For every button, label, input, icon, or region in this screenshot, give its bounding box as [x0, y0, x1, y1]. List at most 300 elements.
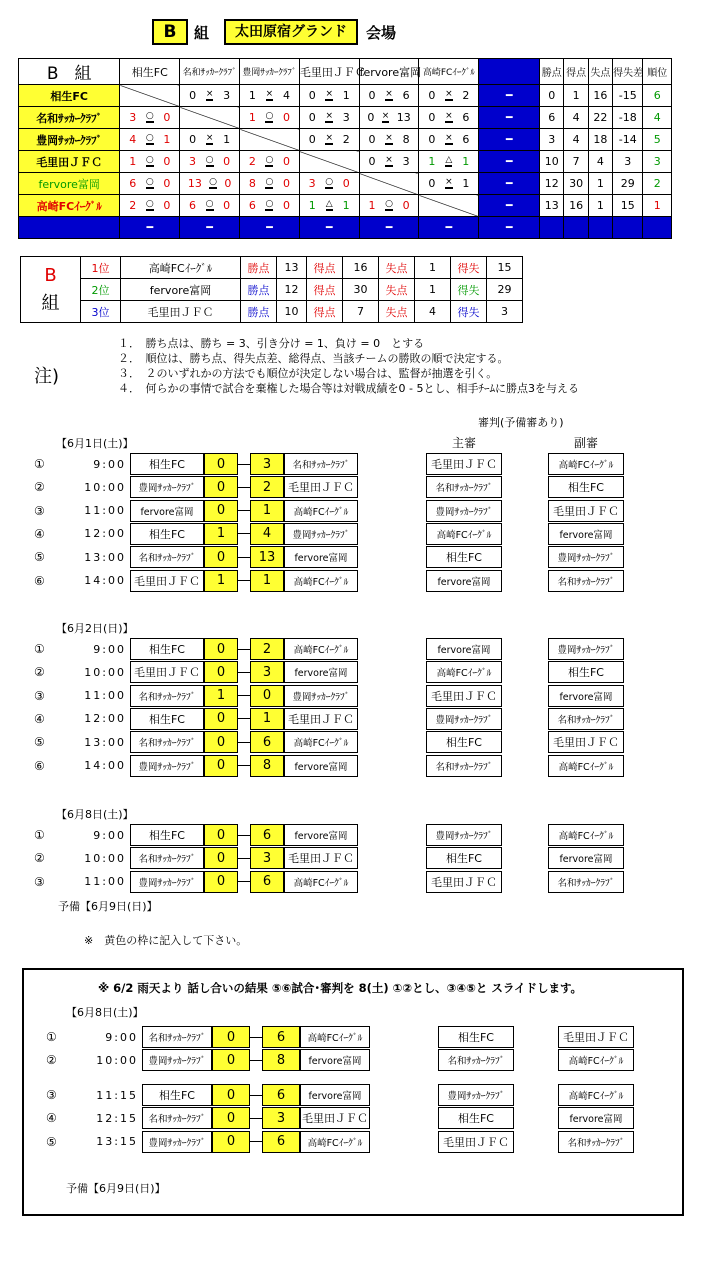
result-cell — [180, 85, 240, 107]
goals-for: 0 — [189, 89, 197, 102]
blue-row-cell: ━ — [359, 217, 419, 239]
blank-mark: ━ — [479, 173, 540, 195]
goals-against: 0 — [163, 177, 171, 190]
home-team: 名和ｻｯｶｰｸﾗﾌﾞ — [130, 685, 204, 707]
day3-date: 【6月8日(土)】 — [56, 808, 134, 821]
blue-row-cell: ━ — [240, 217, 300, 239]
goals-for: 1 — [248, 89, 256, 102]
goals-for: 1 — [368, 199, 376, 212]
result-cell — [299, 85, 359, 107]
sub-referee: fervore富岡 — [548, 685, 624, 707]
goals-for: 4 — [129, 133, 137, 146]
away-team: 高崎FCｲｰｸﾞﾙ — [284, 570, 358, 592]
group-label: B — [152, 19, 188, 45]
home-team: 相生FC — [130, 708, 204, 730]
match-number: ④ — [34, 526, 45, 541]
rank-value: 13 — [277, 257, 307, 279]
main-referee: 毛里田ＪＦＣ — [426, 453, 502, 475]
result-cell — [419, 173, 479, 195]
note-item: ４． 何らかの事情で試合を棄権した場合等は対戦成績を0 - 5とし、相手ﾁｰﾑに勝点3を与える — [118, 382, 579, 395]
fill-note: ※ 黄色の枠に記入して下さい。 — [84, 934, 248, 947]
sub-referee: 名和ｻｯｶｰｸﾗﾌﾞ — [558, 1131, 634, 1153]
goals-for: 0 — [308, 89, 316, 102]
blue-row-cell — [564, 217, 588, 239]
main-referee: 名和ｻｯｶｰｸﾗﾌﾞ — [426, 476, 502, 498]
goals-for: 0 — [368, 133, 376, 146]
goals-against: 0 — [282, 111, 290, 124]
notice-date: 【6月8日(土)】 — [66, 1006, 144, 1019]
away-team: 高崎FCｲｰｸﾞﾙ — [284, 500, 358, 522]
rank-place: 3位 — [81, 301, 121, 323]
main-referee: 豊岡ｻｯｶｰｸﾗﾌﾞ — [426, 708, 502, 730]
stat-value: 0 — [540, 85, 564, 107]
goals-against: 0 — [223, 155, 231, 168]
match-number: ③ — [46, 1088, 57, 1102]
result-cell — [359, 107, 419, 129]
blank-mark: ━ — [479, 129, 540, 151]
result-cell — [419, 107, 479, 129]
away-team: 名和ｻｯｶｰｸﾗﾌﾞ — [284, 453, 358, 475]
home-score: 1 — [204, 570, 238, 592]
main-referee: 豊岡ｻｯｶｰｸﾗﾌﾞ — [438, 1084, 514, 1106]
goals-for: 0 — [308, 133, 316, 146]
goals-for: 0 — [368, 155, 376, 168]
match-time: 9:00 — [93, 457, 126, 471]
match-time: 11:00 — [84, 689, 126, 703]
away-score: 3 — [250, 847, 284, 869]
result-cell — [299, 107, 359, 129]
result-cell — [359, 129, 419, 151]
match-time: 10:00 — [84, 665, 126, 679]
rank-value: 1 — [415, 279, 451, 301]
match-row — [34, 476, 358, 498]
rank-label: 得失 — [451, 279, 487, 301]
away-score: 1 — [250, 500, 284, 522]
goals-against: 1 — [342, 199, 350, 212]
match-number: ① — [34, 642, 45, 656]
match-time: 9:00 — [93, 828, 126, 842]
result-cell — [120, 129, 180, 151]
home-score: 0 — [204, 546, 238, 568]
stat-value: 2 — [643, 173, 672, 195]
column-header: 毛里田ＪＦＣ — [299, 59, 359, 85]
home-team: 名和ｻｯｶｰｸﾗﾌﾞ — [142, 1107, 212, 1129]
standings-row — [19, 195, 672, 217]
match-number: ⑥ — [34, 573, 45, 588]
home-score: 1 — [204, 685, 238, 707]
result-cell — [359, 195, 419, 217]
home-score: 0 — [204, 708, 238, 730]
match-row — [34, 546, 358, 568]
result-cell — [240, 151, 300, 173]
result-mark: ○ — [205, 155, 214, 165]
result-cell — [120, 107, 180, 129]
main-referee: fervore富岡 — [426, 570, 502, 592]
goals-against: 1 — [462, 177, 470, 190]
home-team: 名和ｻｯｶｰｸﾗﾌﾞ — [130, 546, 204, 568]
goals-for: 3 — [308, 177, 316, 190]
result-cell — [419, 151, 479, 173]
result-mark: × — [205, 89, 214, 99]
goals-for: 1 — [308, 199, 316, 212]
home-score: 0 — [204, 824, 238, 846]
result-mark: ○ — [145, 177, 154, 187]
result-mark: ○ — [209, 177, 218, 187]
match-time: 12:00 — [84, 712, 126, 726]
notice-title: ※ 6/2 雨天より 話し合いの結果 ⑤⑥試合･審判を 8(土) ①②とし、③④⑤と スライドします。 — [98, 981, 583, 995]
corner-group: B — [46, 64, 59, 84]
goals-against: 0 — [163, 155, 171, 168]
referee-sub-header: 副審 — [574, 436, 599, 450]
blue-row-cell: ━ — [120, 217, 180, 239]
home-score: 0 — [204, 661, 238, 683]
away-score: 1 — [250, 570, 284, 592]
home-score: 0 — [212, 1026, 250, 1048]
blank-mark: ━ — [479, 85, 540, 107]
blue-row-cell — [19, 217, 120, 239]
home-team: 豊岡ｻｯｶｰｸﾗﾌﾞ — [142, 1049, 212, 1071]
notice-box — [22, 968, 684, 1216]
result-mark: △ — [445, 155, 453, 165]
result-cell — [359, 151, 419, 173]
result-mark: ○ — [265, 177, 274, 187]
match-number: ② — [46, 1053, 57, 1068]
score-dash — [238, 765, 250, 766]
main-referee: 毛里田ＪＦＣ — [438, 1131, 514, 1153]
match-time: 14:00 — [84, 759, 126, 772]
note-item: ２． 順位は、勝ち点、得失点差、総得点、当該チームの勝敗の順で決定する。 — [118, 352, 509, 365]
goals-against: 8 — [402, 133, 410, 146]
goals-against: 2 — [342, 133, 350, 146]
home-score: 0 — [204, 755, 238, 777]
blue-row-cell — [588, 217, 612, 239]
blue-row-cell: ━ — [299, 217, 359, 239]
diagonal-cell — [180, 107, 240, 129]
goals-against: 1 — [163, 133, 171, 146]
result-mark: ○ — [265, 155, 274, 165]
team-name: fervore富岡 — [19, 173, 120, 195]
away-score: 6 — [262, 1131, 300, 1153]
sub-referee: 豊岡ｻｯｶｰｸﾗﾌﾞ — [548, 638, 624, 660]
goals-for: 3 — [189, 155, 197, 168]
stat-value: 3 — [540, 129, 564, 151]
blue-row-cell: ━ — [479, 217, 540, 239]
goals-against: 0 — [163, 199, 171, 212]
match-time: 12:00 — [84, 527, 126, 541]
result-cell — [240, 173, 300, 195]
stat-value: 1 — [588, 173, 612, 195]
goals-against: 0 — [282, 199, 290, 212]
main-referee: 名和ｻｯｶｰｸﾗﾌﾞ — [438, 1049, 514, 1071]
away-team: 毛里田ＪＦＣ — [284, 847, 358, 869]
rank-value: 29 — [487, 279, 523, 301]
match-number: ⑤ — [34, 735, 45, 750]
standings-row — [19, 151, 672, 173]
sub-referee: 名和ｻｯｶｰｸﾗﾌﾞ — [548, 570, 624, 592]
away-score: 3 — [250, 453, 284, 475]
sub-referee: 高崎FCｲｰｸﾞﾙ — [558, 1084, 634, 1106]
blue-column-cell — [479, 59, 540, 85]
stat-value: 1 — [643, 195, 672, 217]
stat-value: 4 — [564, 129, 588, 151]
match-row — [34, 731, 358, 753]
home-team: 名和ｻｯｶｰｸﾗﾌﾞ — [130, 731, 204, 753]
match-number: ③ — [34, 688, 45, 703]
rank-label: 失点 — [379, 257, 415, 279]
stat-value: 16 — [588, 85, 612, 107]
notes-label: 注) — [34, 366, 60, 387]
match-row — [34, 847, 358, 869]
result-cell — [180, 151, 240, 173]
rank-value: 4 — [415, 301, 451, 323]
main-referee: 相生FC — [426, 847, 502, 869]
sub-referee: fervore富岡 — [558, 1107, 634, 1129]
ranking-group — [21, 257, 81, 323]
result-mark: × — [445, 111, 453, 121]
result-mark: ○ — [385, 199, 393, 209]
match-row — [34, 755, 358, 777]
team-name: 毛里田ＪＦＣ — [19, 151, 120, 173]
main-referee: 高崎FCｲｰｸﾞﾙ — [426, 661, 502, 683]
blank-mark: ━ — [479, 107, 540, 129]
stat-value: 16 — [564, 195, 588, 217]
result-mark: ○ — [145, 133, 154, 143]
away-score: 1 — [250, 708, 284, 730]
referee-main-header: 主審 — [452, 436, 477, 450]
rank-label: 失点 — [379, 279, 415, 301]
result-mark: ○ — [205, 199, 214, 209]
note-item: ３． ２のいずれかの方法でも順位が決定しない場合は、監督が抽選を引く。 — [118, 367, 498, 380]
goals-against: 6 — [402, 89, 410, 102]
away-team: 毛里田ＪＦＣ — [300, 1107, 370, 1129]
main-referee: 毛里田ＪＦＣ — [426, 685, 502, 707]
rank-label: 得点 — [307, 279, 343, 301]
score-dash — [238, 580, 250, 581]
goals-against: 0 — [402, 199, 410, 212]
home-team: 名和ｻｯｶｰｸﾗﾌﾞ — [142, 1026, 212, 1048]
rank-label: 得失 — [451, 257, 487, 279]
goals-against: 6 — [462, 111, 470, 124]
home-score: 0 — [204, 847, 238, 869]
away-team: 毛里田ＪＦＣ — [284, 476, 358, 498]
match-row — [34, 685, 358, 707]
home-score: 0 — [212, 1049, 250, 1071]
home-score: 0 — [212, 1084, 250, 1106]
sub-referee: 毛里田ＪＦＣ — [548, 731, 624, 753]
away-score: 13 — [250, 546, 284, 568]
home-score: 0 — [204, 500, 238, 522]
stat-value: 29 — [613, 173, 643, 195]
goals-against: 0 — [224, 177, 232, 190]
stat-value: 15 — [613, 195, 643, 217]
result-cell — [180, 129, 240, 151]
match-time: 13:00 — [84, 550, 126, 564]
goals-for: 2 — [248, 155, 256, 168]
rank-value: 15 — [487, 257, 523, 279]
goals-for: 6 — [129, 177, 137, 190]
standings-row — [19, 129, 672, 151]
goals-for: 0 — [368, 89, 376, 102]
away-team: 高崎FCｲｰｸﾞﾙ — [284, 731, 358, 753]
home-team: 相生FC — [142, 1084, 212, 1106]
score-dash — [238, 695, 250, 696]
result-mark: △ — [325, 199, 333, 209]
result-mark: × — [325, 111, 333, 121]
score-dash — [238, 533, 250, 534]
result-mark: × — [445, 177, 453, 187]
home-score: 0 — [204, 638, 238, 660]
result-cell — [240, 107, 300, 129]
result-cell — [299, 129, 359, 151]
score-dash — [238, 649, 250, 650]
sub-referee: 毛里田ＪＦＣ — [548, 500, 624, 522]
result-cell — [240, 195, 300, 217]
sub-referee: 高崎FCｲｰｸﾞﾙ — [548, 755, 624, 777]
rank-team: fervore富岡 — [121, 279, 241, 301]
home-score: 0 — [204, 453, 238, 475]
score-dash — [238, 742, 250, 743]
match-row — [34, 708, 358, 730]
match-row — [34, 453, 358, 475]
result-cell — [359, 85, 419, 107]
goals-against: 13 — [396, 111, 411, 124]
result-mark: × — [325, 133, 333, 143]
stat-value: 3 — [613, 151, 643, 173]
match-number: ③ — [34, 503, 45, 518]
day2-date: 【6月2日(日)】 — [56, 622, 134, 635]
column-header: 高崎FCｲｰｸﾞﾙ — [419, 59, 479, 85]
match-number: ① — [34, 828, 45, 842]
match-time: 10:00 — [84, 480, 126, 494]
diagonal-cell — [240, 129, 300, 151]
rank-value: 3 — [487, 301, 523, 323]
score-dash — [238, 672, 250, 673]
stat-value: -18 — [613, 107, 643, 129]
match-time: 11:00 — [84, 504, 126, 518]
standings-row — [19, 85, 672, 107]
stat-value: 22 — [588, 107, 612, 129]
away-team: 豊岡ｻｯｶｰｸﾗﾌﾞ — [284, 685, 358, 707]
standings-row — [19, 173, 672, 195]
result-cell — [180, 195, 240, 217]
main-referee: 相生FC — [438, 1107, 514, 1129]
rank-team: 毛里田ＪＦＣ — [121, 301, 241, 323]
main-referee: 高崎FCｲｰｸﾞﾙ — [426, 523, 502, 545]
stat-value: -14 — [613, 129, 643, 151]
result-cell — [240, 85, 300, 107]
match-row — [34, 500, 358, 522]
away-score: 8 — [250, 755, 284, 777]
away-team: fervore富岡 — [300, 1084, 370, 1106]
goals-for: 1 — [129, 155, 137, 168]
goals-against: 0 — [342, 177, 350, 190]
blue-row-cell — [613, 217, 643, 239]
diagonal-cell — [359, 173, 419, 195]
stat-header: 得点 — [564, 59, 588, 85]
match-time: 10:00 — [84, 851, 126, 865]
home-score: 0 — [204, 871, 238, 893]
away-team: 高崎FCｲｰｸﾞﾙ — [300, 1131, 370, 1153]
away-score: 6 — [250, 871, 284, 893]
goals-against: 3 — [402, 155, 410, 168]
stat-header: 順位 — [643, 59, 672, 85]
rank-value: 12 — [277, 279, 307, 301]
result-mark: × — [325, 89, 333, 99]
goals-for: 0 — [428, 177, 436, 190]
score-dash — [238, 557, 250, 558]
sub-referee: 高崎FCｲｰｸﾞﾙ — [558, 1049, 634, 1071]
result-mark: ○ — [145, 111, 154, 121]
goals-against: 2 — [462, 89, 470, 102]
score-dash — [238, 718, 250, 719]
stat-value: 1 — [564, 85, 588, 107]
goals-for: 0 — [308, 111, 316, 124]
result-mark: ○ — [325, 177, 334, 187]
away-score: 3 — [250, 661, 284, 683]
away-score: 6 — [262, 1084, 300, 1106]
column-header: 名和ｻｯｶｰｸﾗﾌﾞ — [180, 59, 240, 85]
stat-value: 6 — [540, 107, 564, 129]
sub-referee: 高崎FCｲｰｸﾞﾙ — [548, 453, 624, 475]
rank-label: 勝点 — [241, 257, 277, 279]
result-mark: × — [385, 133, 393, 143]
venue-label: 太田原宿グランド — [224, 19, 358, 45]
goals-for: 2 — [129, 199, 137, 212]
corner-cell — [19, 59, 120, 85]
notice-reserve: 予備【6月9日(日)】 — [66, 1182, 166, 1195]
match-time: 11:15 — [96, 1088, 138, 1102]
match-time: 12:15 — [96, 1111, 138, 1125]
stat-value: 18 — [588, 129, 612, 151]
stat-header: 勝点 — [540, 59, 564, 85]
match-number: ⑥ — [34, 758, 45, 773]
goals-against: 3 — [342, 111, 350, 124]
main-referee: 相生FC — [426, 731, 502, 753]
kumi-label: 組 — [194, 24, 210, 42]
match-number: ② — [34, 480, 45, 495]
score-dash — [238, 464, 250, 465]
result-mark: × — [385, 155, 393, 165]
ranking-table — [20, 256, 523, 323]
rank-label: 失点 — [379, 301, 415, 323]
team-name: 相生FC — [19, 85, 120, 107]
home-team: 豊岡ｻｯｶｰｸﾗﾌﾞ — [130, 755, 204, 777]
team-name: 高崎FCｲｰｸﾞﾙ — [19, 195, 120, 217]
stat-header: 得失差 — [613, 59, 643, 85]
goals-for: 0 — [428, 111, 436, 124]
goals-against: 1 — [342, 89, 350, 102]
stat-value: 13 — [540, 195, 564, 217]
away-team: 高崎FCｲｰｸﾞﾙ — [300, 1026, 370, 1048]
goals-against: 0 — [163, 111, 171, 124]
day1-date: 【6月1日(土)】 — [56, 437, 134, 450]
match-number: ④ — [46, 1111, 57, 1126]
home-score: 1 — [204, 523, 238, 545]
blank-mark: ━ — [479, 195, 540, 217]
column-header: 相生FC — [120, 59, 180, 85]
goals-against: 0 — [282, 177, 290, 190]
away-score: 2 — [250, 638, 284, 660]
goals-for: 0 — [428, 89, 436, 102]
goals-for: 8 — [248, 177, 256, 190]
match-time: 9:00 — [105, 1030, 138, 1044]
team-name: 豊岡ｻｯｶｰｸﾗﾌﾞ — [19, 129, 120, 151]
home-score: 0 — [212, 1107, 250, 1129]
result-mark: × — [385, 89, 393, 99]
match-number: ② — [34, 851, 45, 866]
stat-value: 12 — [540, 173, 564, 195]
home-team: 名和ｻｯｶｰｸﾗﾌﾞ — [130, 847, 204, 869]
